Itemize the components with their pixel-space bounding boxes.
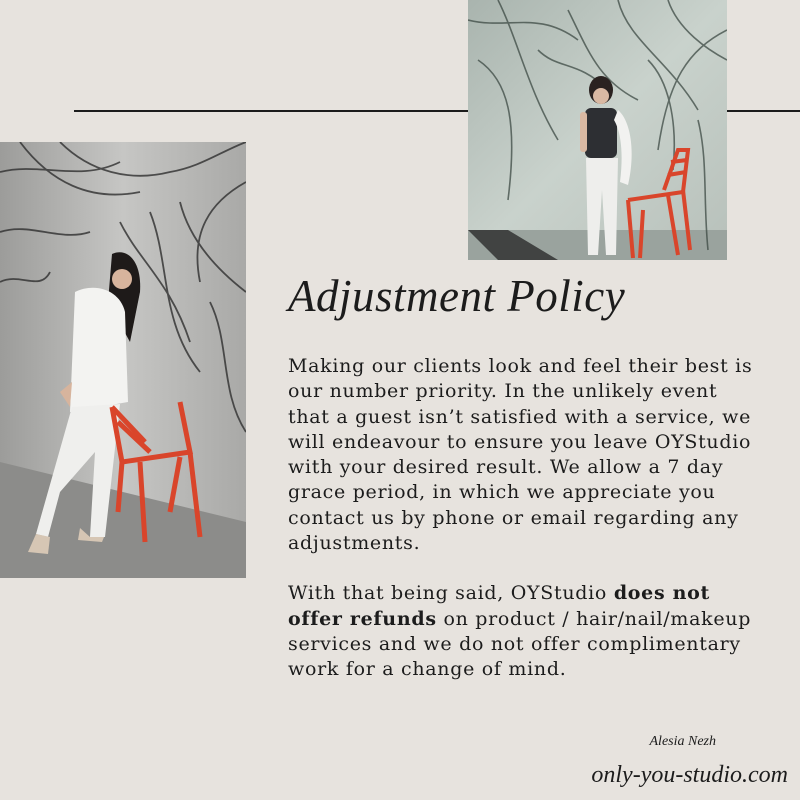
signature: Alesia Nezh (649, 734, 716, 749)
photo-woman-in-white-suit (0, 142, 246, 578)
photo-woman-standing-by-chair (468, 0, 727, 260)
paragraph-2-start: With that being said, OYStudio (288, 582, 614, 605)
policy-paragraph-2 (288, 581, 758, 682)
website-url[interactable]: only-you-studio.com (591, 762, 788, 788)
divider-line-right (727, 110, 800, 112)
policy-paragraph-1: Making our clients look and feel their best is our number priority. In the unlikely event that a guest isn’t satisfied with a service, we will endeavour to ensure you leave OYStudio with your desired result. We allow a 7 day grace period, in which we appreciate you contact us by phone or email regarding any adjustments. (288, 355, 753, 555)
divider-line-left (74, 110, 468, 112)
policy-text (288, 354, 758, 683)
no-refunds-emphasis: does not offer refunds (288, 582, 711, 630)
paragraph-2-end: on product / hair/nail/makeup services and we do not offer complimentary work for a change of mind. (288, 607, 752, 681)
page-title: Adjustment Policy (288, 271, 626, 321)
